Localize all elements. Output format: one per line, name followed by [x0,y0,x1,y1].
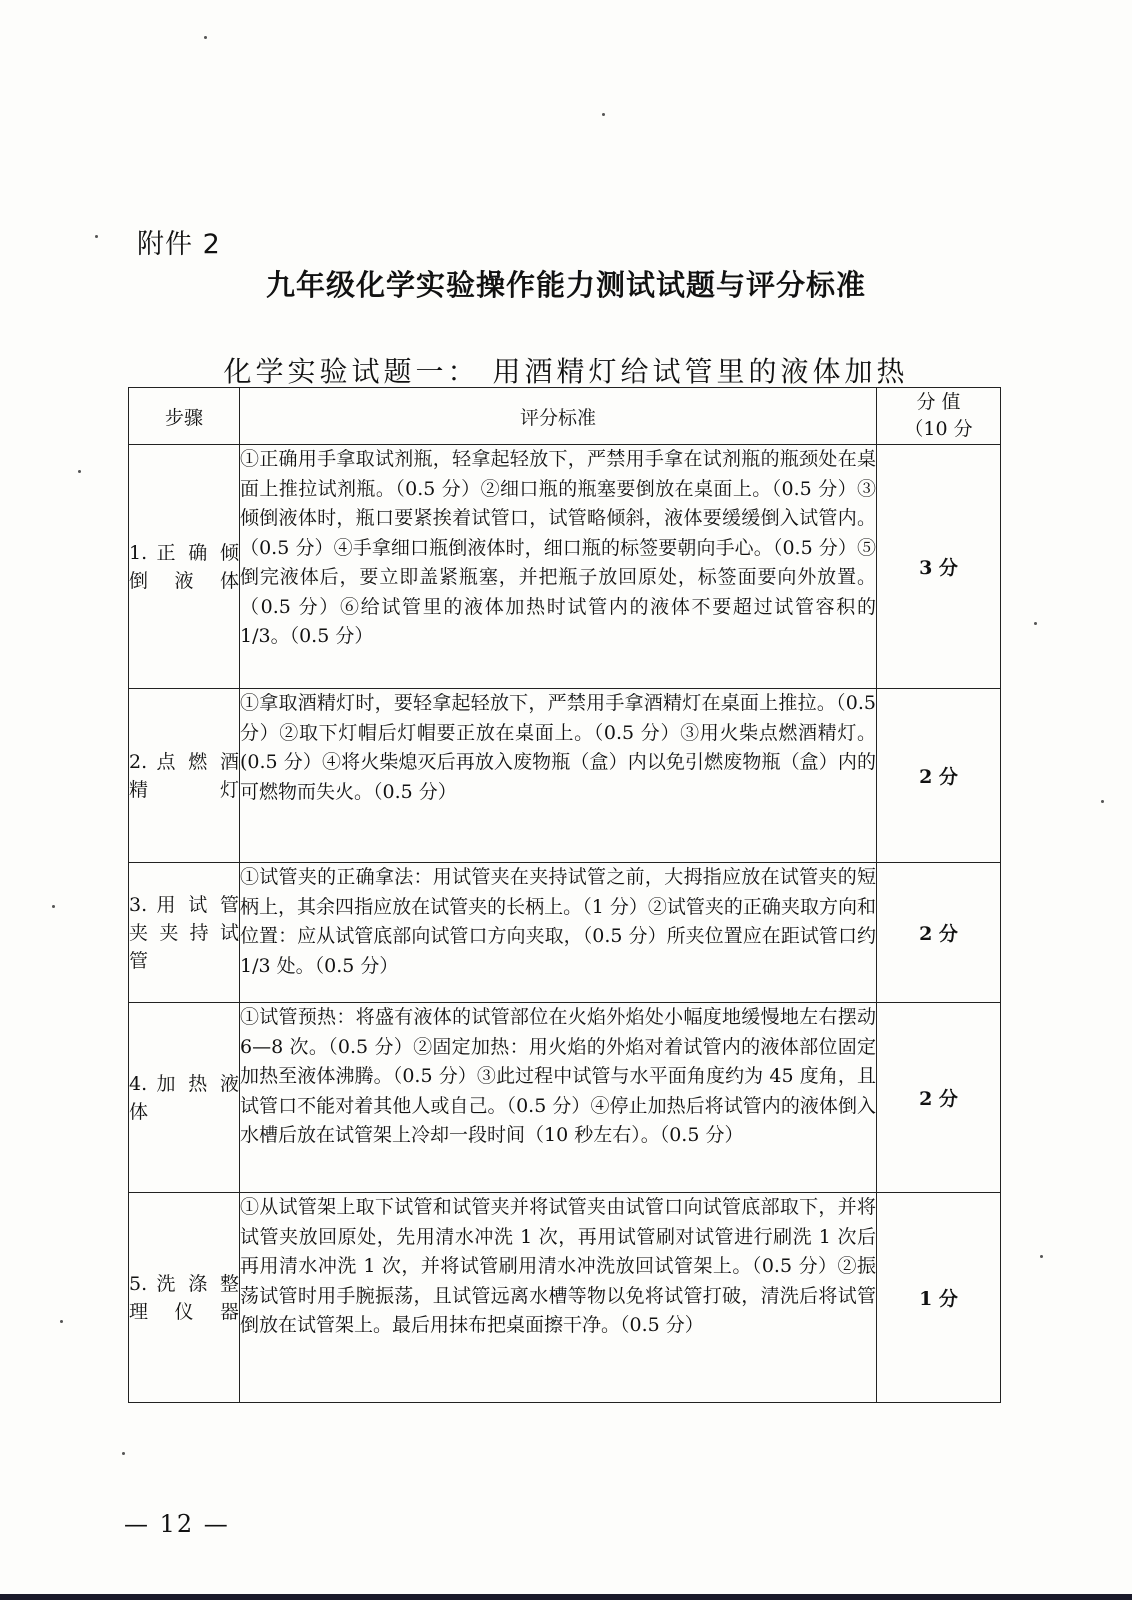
scoring-table [128,387,1001,1403]
scan-speck [122,1452,125,1455]
scan-speck [95,235,98,238]
scan-speck [1034,622,1037,625]
row-criteria: ①试管夹的正确拿法：用试管夹在夹持试管之前，大拇指应放在试管夹的短柄上，其余四指应放在试管夹的长柄上。（1 分）②试管夹的正确夹取方向和位置：应从试管底部向试管口方向夹取，（0.5 分）所夹位置应在距试管口约 1/3 处。（0.5 分） [240,863,877,1003]
row-score: 2 分 [877,1003,1001,1193]
header-score-line1: 分 值 [916,391,961,413]
row-score: 2 分 [877,689,1001,863]
row-score: 1 分 [877,1193,1001,1403]
scan-speck [78,470,81,473]
scan-speck [1040,1255,1043,1258]
scan-speck [204,36,207,39]
row-step: 4. 加 热 液体 [129,1003,240,1193]
table-row [129,689,1001,863]
row-score: 3 分 [877,445,1001,689]
scan-speck [60,1320,63,1323]
row-step: 3. 用 试 管夹 夹 持 试管 [129,863,240,1003]
scan-speck [52,905,55,908]
table-row [129,1193,1001,1403]
scan-speck [1101,800,1104,803]
main-title: 九年级化学实验操作能力测试试题与评分标准 [265,268,866,302]
row-step: 1. 正 确 倾倒液体 [129,445,240,689]
row-score: 2 分 [877,863,1001,1003]
row-criteria: ①试管预热：将盛有液体的试管部位在火焰外焰处小幅度地缓慢地左右摆动 6—8 次。（0.5 分）②固定加热：用火焰的外焰对着试管内的液体部位固定加热至液体沸腾。（0.5 分）③此过程中试管与水平面角度约为 45 度角，且试管口不能对着其他人或自己。（0.5 分）④停止加热后将试管内的液体倒入水槽后放在试管架上冷却一段时间（10 秒左右）。（0.5 分） [240,1003,877,1193]
table-row [129,863,1001,1003]
header-score [877,388,1001,445]
sub-title: 化学实验试题一： 用酒精灯给试管里的液体加热 [223,355,909,388]
header-score-line2: （10 分 [904,418,973,440]
header-criteria: 评分标准 [240,388,877,445]
scan-bottom-edge [0,1594,1132,1600]
page-number: — 12 — [124,1510,230,1538]
table-row [129,445,1001,689]
header-step: 步骤 [129,388,240,445]
row-criteria: ①从试管架上取下试管和试管夹并将试管夹由试管口向试管底部取下，并将试管夹放回原处，先用清水冲洗 1 次，再用试管刷对试管进行刷洗 1 次后再用清水冲洗 1 次，并将试管刷用清水冲洗放回试管架上。（0.5 分）②振荡试管时用手腕振荡，且试管远离水槽等物以免将试管打破，清洗后将试管倒放在试管架上。最后用抹布把桌面擦干净。（0.5 分） [240,1193,877,1403]
row-step: 5. 洗 涤 整理仪器 [129,1193,240,1403]
table-row [129,1003,1001,1193]
attachment-label: 附件 2 [137,229,221,260]
row-step: 2. 点 燃 酒精灯 [129,689,240,863]
row-criteria: ①正确用手拿取试剂瓶，轻拿起轻放下，严禁用手拿在试剂瓶的瓶颈处在桌面上推拉试剂瓶。（0.5 分）②细口瓶的瓶塞要倒放在桌面上。（0.5 分）③倾倒液体时，瓶口要紧挨着试管口，试管略倾斜，液体要缓缓倒入试管内。（0.5 分）④手拿细口瓶倒液体时，细口瓶的标签要朝向手心。（0.5 分）⑤倒完液体后，要立即盖紧瓶塞，并把瓶子放回原处，标签面要向外放置。（0.5 分）⑥给试管里的液体加热时试管内的液体不要超过试管容积的 1/3。（0.5 分） [240,445,877,689]
scan-speck [602,113,605,116]
row-criteria: ①拿取酒精灯时，要轻拿起轻放下，严禁用手拿酒精灯在桌面上推拉。（0.5 分）②取下灯帽后灯帽要正放在桌面上。（0.5 分）③用火柴点燃酒精灯。(0.5 分）④将火柴熄灭后再放入废物瓶（盒）内以免引燃废物瓶（盒）内的可燃物而失火。（0.5 分） [240,689,877,863]
table-header-row [129,388,1001,445]
